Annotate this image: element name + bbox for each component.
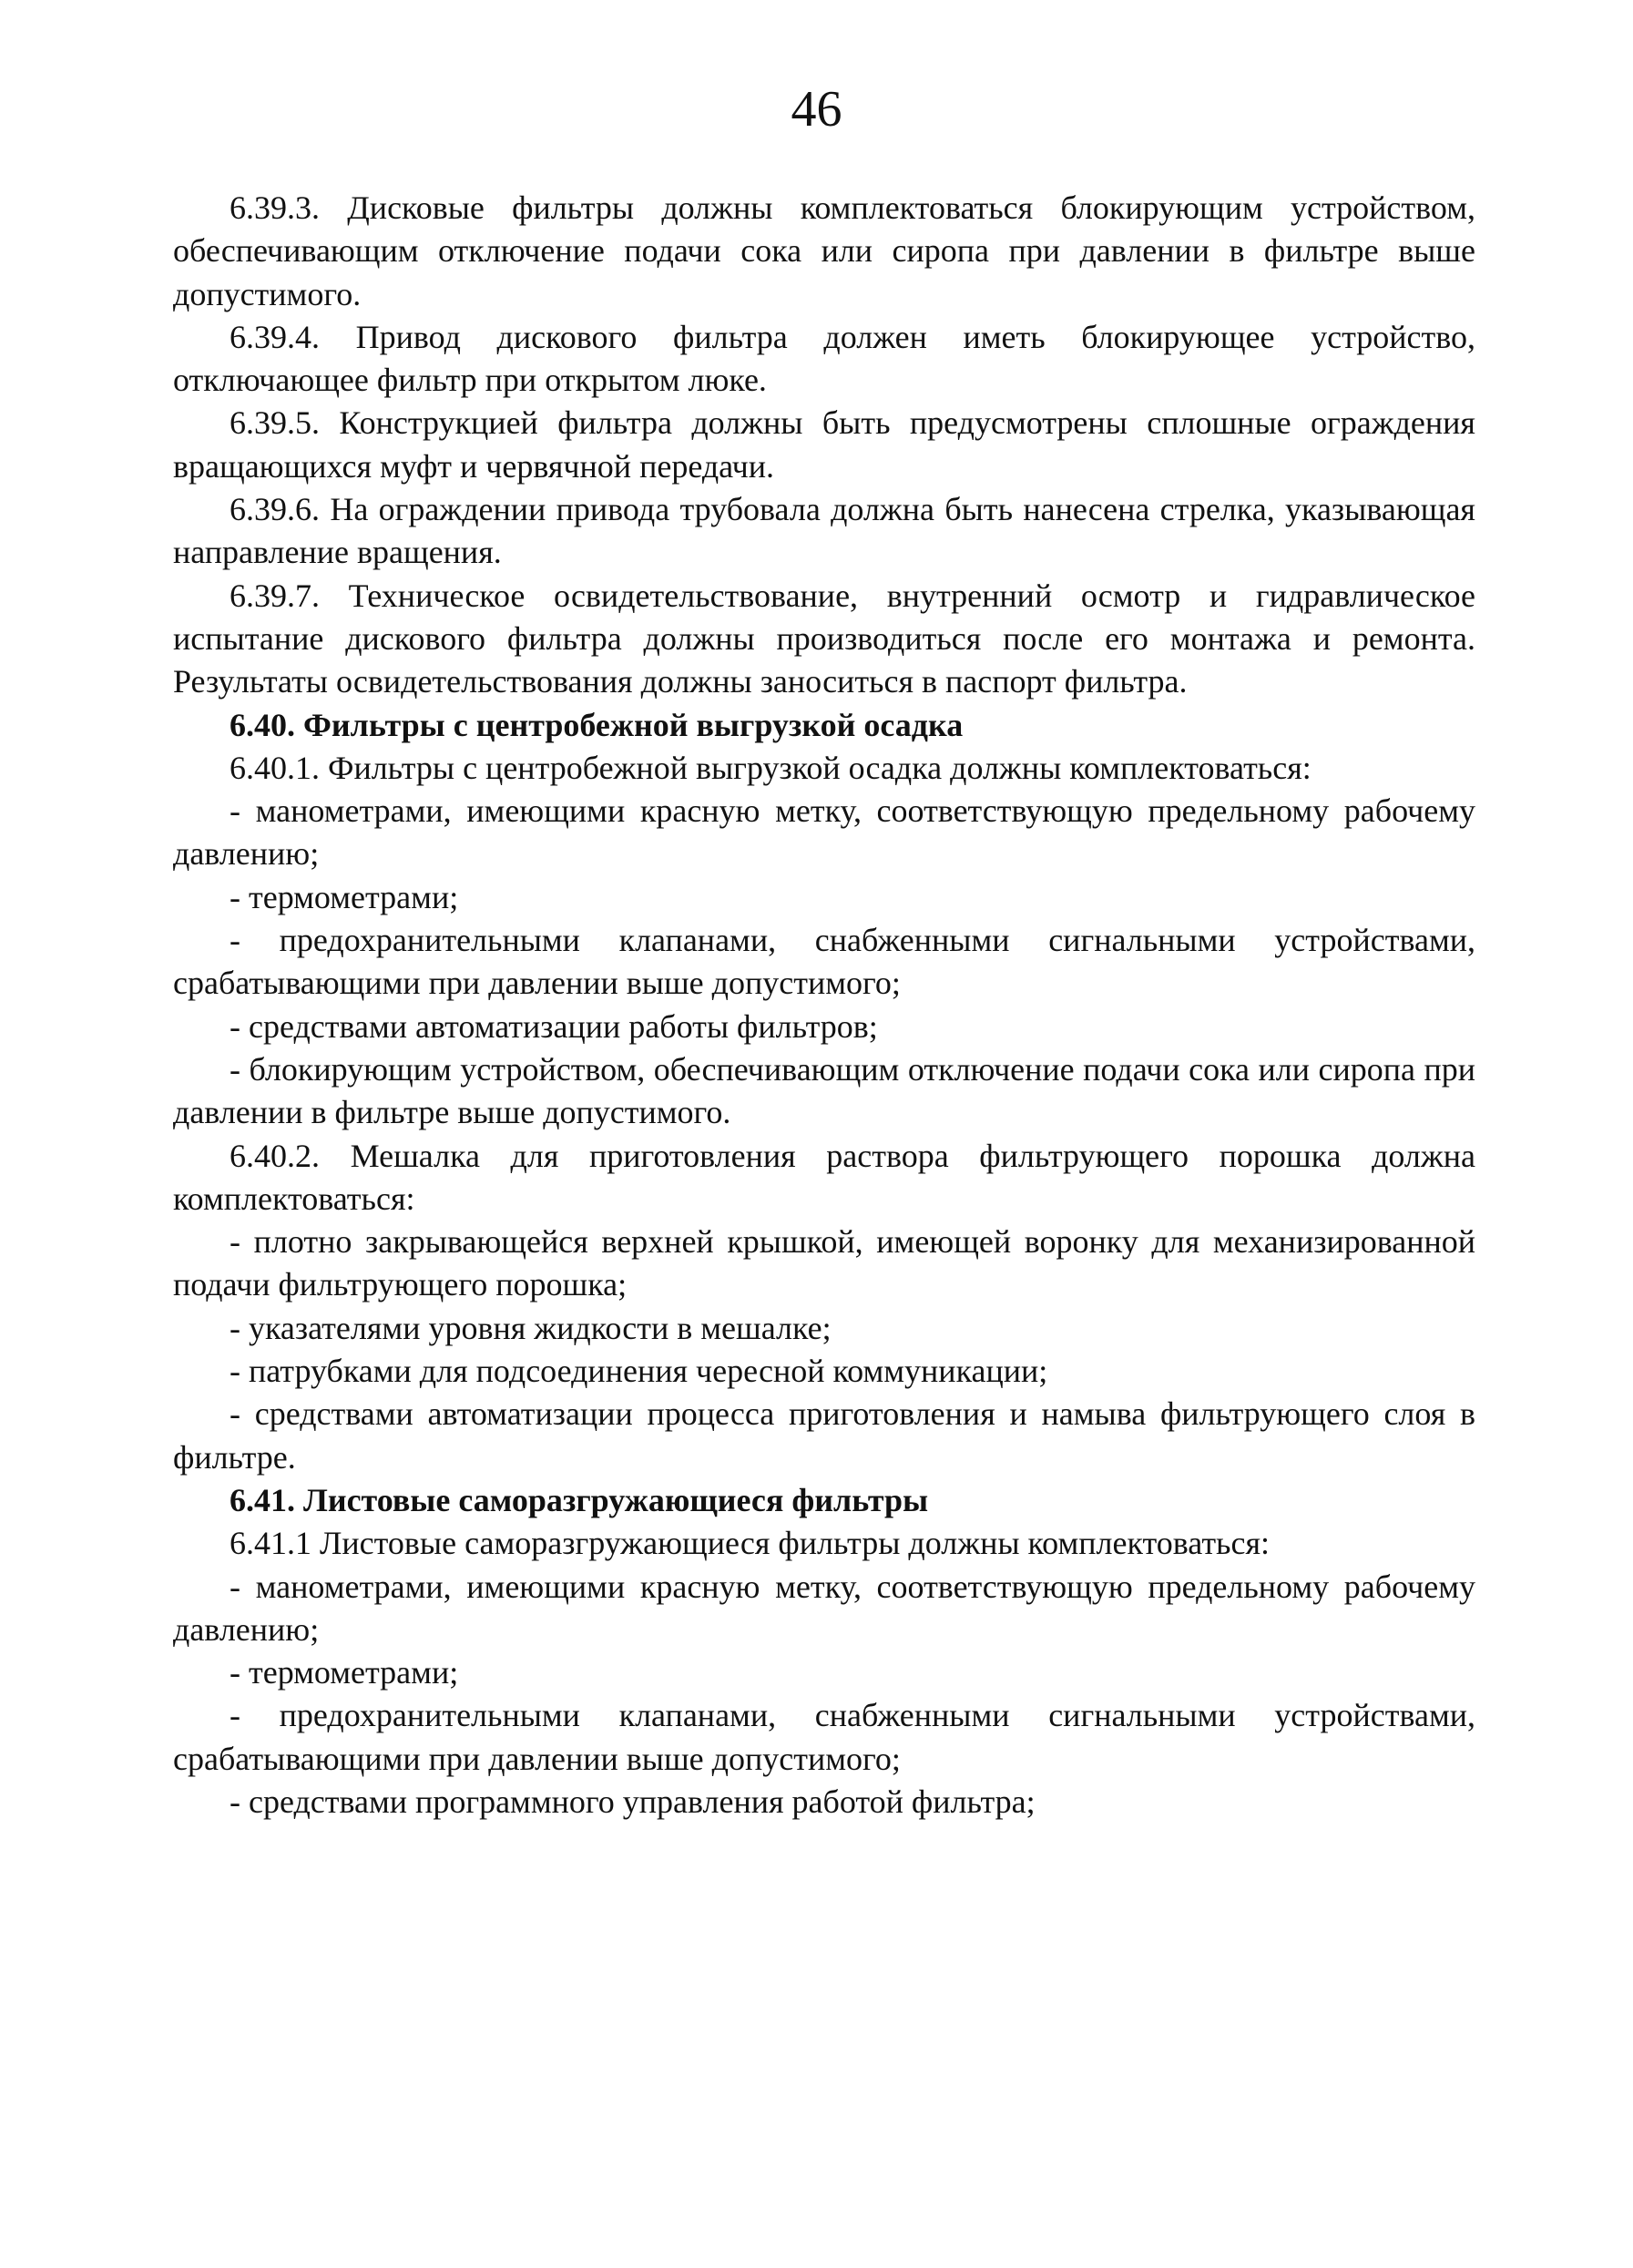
list-item: - предохранительными клапанами, снабженными сигнальными устройствами, срабатывающими при давлении выше допустимого; xyxy=(173,1697,1475,1777)
list-item: - средствами автоматизации процесса приготовления и намыва фильтрующего слоя в фильтре. xyxy=(173,1395,1475,1476)
list-item: - термометрами; xyxy=(230,1654,459,1691)
page-number: 46 xyxy=(791,81,842,138)
list-item: - манометрами, имеющими красную метку, соответствующую предельному рабочему давлению; xyxy=(173,792,1475,873)
paragraph-6-39-6: 6.39.6. На ограждении привода трубовала должна быть нанесена стрелка, указывающая направление вращения. xyxy=(173,491,1475,571)
paragraph-6-39-7: 6.39.7. Техническое освидетельствование, внутренний осмотр и гидравлическое испытание дискового фильтра должны производиться после его монтажа и ремонта. Результаты освидетельствования должны заноситься в паспорт фильтра. xyxy=(173,577,1475,700)
section-heading-6-41: 6.41. Листовые саморазгружающиеся фильтры xyxy=(230,1481,929,1518)
list-item: - термометрами; xyxy=(230,878,459,915)
paragraph-6-39-3: 6.39.3. Дисковые фильтры должны комплектоваться блокирующим устройством, обеспечивающим отключение подачи сока или сиропа при давлении в фильтре выше допустимого. xyxy=(173,189,1475,312)
list-item: - блокирующим устройством, обеспечивающим отключение подачи сока или сиропа при давлении в фильтре выше допустимого. xyxy=(173,1050,1475,1131)
page-body xyxy=(173,187,1475,1824)
list-item: - патрубками для подсоединения чересной коммуникации; xyxy=(230,1353,1048,1390)
list-item: - указателями уровня жидкости в мешалке; xyxy=(230,1309,832,1346)
paragraph-6-41-1: 6.41.1 Листовые саморазгружающиеся фильтры должны комплектоваться: xyxy=(230,1525,1271,1562)
paragraph-6-40-2: 6.40.2. Мешалка для приготовления раствора фильтрующего порошка должна комплектоваться: xyxy=(173,1137,1475,1217)
list-item: - средствами программного управления работой фильтра; xyxy=(230,1783,1036,1820)
list-item: - манометрами, имеющими красную метку, соответствующую предельному рабочему давлению; xyxy=(173,1568,1475,1648)
list-item: - предохранительными клапанами, снабженными сигнальными устройствами, срабатывающими при давлении выше допустимого; xyxy=(173,922,1475,1002)
paragraph-6-39-4: 6.39.4. Привод дискового фильтра должен иметь блокирующее устройство, отключающее фильтр при открытом люке. xyxy=(173,318,1475,399)
list-item: - средствами автоматизации работы фильтров; xyxy=(230,1007,878,1045)
list-item: - плотно закрывающейся верхней крышкой, имеющей воронку для механизированной подачи фильтрующего порошка; xyxy=(173,1223,1475,1303)
section-heading-6-40: 6.40. Фильтры с центробежной выгрузкой осадка xyxy=(230,706,964,743)
paragraph-6-40-1: 6.40.1. Фильтры с центробежной выгрузкой осадка должны комплектоваться: xyxy=(230,749,1312,786)
paragraph-6-39-5: 6.39.5. Конструкцией фильтра должны быть предусмотрены сплошные ограждения вращающихся муфт и червячной передачи. xyxy=(173,404,1475,485)
